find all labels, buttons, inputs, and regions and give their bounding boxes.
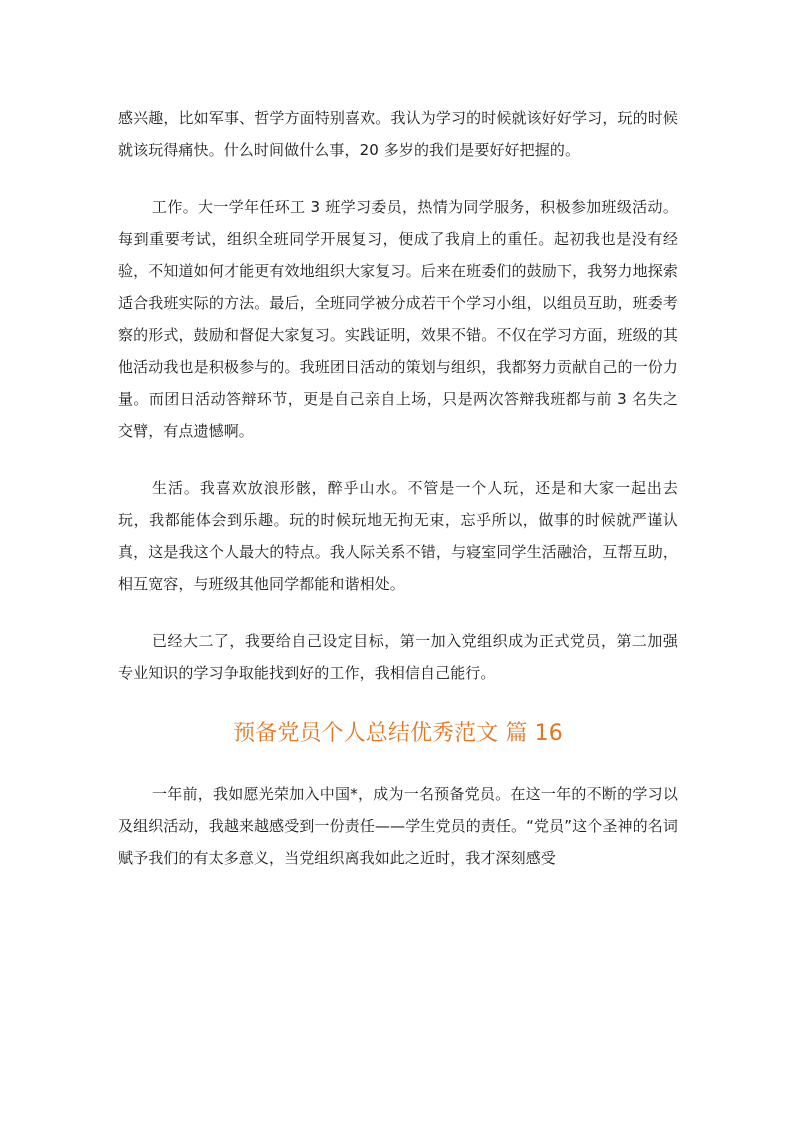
paragraph-work: 工作。大一学年任环工 3 班学习委员，热情为同学服务，积极参加班级活动。每到重要考试，组织全班同学开展复习，便成了我肩上的重任。起初我也是没有经验，不知道如何才能更有效地组织大家复习。后来在班委们的鼓励下，我努力地探索适合我班实际的方法。最后，全班同学被分成若干个学习小组，以组员互助，班委考察的形式，鼓励和督促大家复习。实践证明，效果不错。不仅在学习方面，班级的其他活动我也是积极参与的。我班团日活动的策划与组织，我都努力贡献自己的一份力量。而团日活动答辩环节，更是自己亲自上场，只是两次答辩我班都与前 3 名失之交臂，有点遗憾啊。 bbox=[118, 198, 678, 440]
paragraph-intro: 一年前，我如愿光荣加入中国*，成为一名预备党员。在这一年的不断的学习以及组织活动，我越来越感受到一份责任——学生党员的责任。“党员”这个圣神的名词赋予我们的有太多意义，当党组织离我如此之近时，我才深刻感受 bbox=[118, 785, 678, 867]
document-page bbox=[118, 102, 678, 899]
paragraph-continued: 感兴趣，比如军事、哲学方面特别喜欢。我认为学习的时候就该好好学习，玩的时候就该玩得痛快。什么时间做什么事，20 多岁的我们是要好好把握的。 bbox=[118, 109, 678, 159]
paragraph-life: 生活。我喜欢放浪形骸，醉乎山水。不管是一个人玩，还是和大家一起出去玩，我都能体会到乐趣。玩的时候玩地无拘无束，忘乎所以，做事的时候就严谨认真，这是我这个人最大的特点。我人际关系不错，与寝室同学生活融洽，互帮互助，相互宽容，与班级其他同学都能和谐相处。 bbox=[118, 479, 678, 593]
section-heading: 预备党员个人总结优秀范文 篇 16 bbox=[233, 721, 563, 746]
paragraph-goals: 已经大二了，我要给自己设定目标，第一加入党组织成为正式党员，第二加强专业知识的学习争取能找到好的工作，我相信自己能行。 bbox=[118, 632, 678, 682]
